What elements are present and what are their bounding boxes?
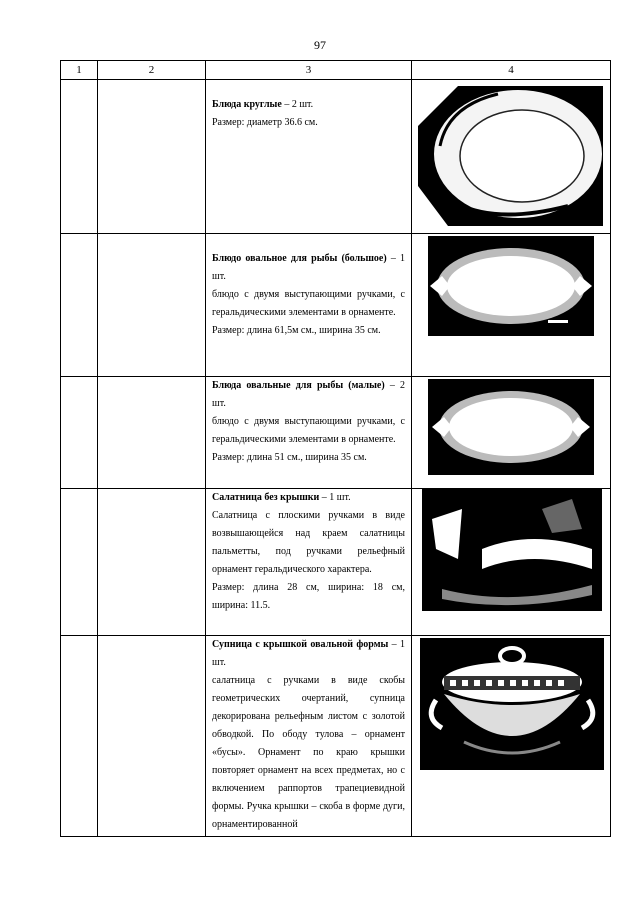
cell-description — [206, 80, 412, 234]
cell-name — [98, 489, 206, 636]
oval-fish-dish-icon — [428, 236, 594, 336]
cell-name — [98, 377, 206, 489]
header-col-1: 1 — [61, 61, 98, 80]
item-size: Размер: длина 51 см., ширина 35 см. — [212, 452, 367, 463]
table-row — [61, 489, 611, 636]
catalog-table — [60, 60, 611, 837]
item-title: Блюда круглые — [212, 99, 282, 110]
item-qty: – 2 шт. — [212, 380, 405, 409]
oval-fish-dish-icon — [428, 379, 594, 475]
table-row — [61, 636, 611, 837]
cell-name — [98, 80, 206, 234]
cell-photo — [412, 80, 611, 234]
cell-name — [98, 234, 206, 377]
table-row — [61, 377, 611, 489]
cell-number — [61, 377, 98, 489]
cell-photo — [412, 234, 611, 377]
item-title: Супница с крышкой овальной формы — [212, 639, 389, 650]
cell-description — [206, 489, 412, 636]
item-title: Салатница без крышки — [212, 492, 320, 503]
cell-photo — [412, 636, 611, 837]
salad-bowl-icon — [422, 489, 602, 611]
item-title: Блюдо овальное для рыбы (большое) — [212, 253, 387, 264]
item-qty: – 1 шт. — [212, 253, 405, 282]
cell-number — [61, 234, 98, 377]
item-title: Блюда овальные для рыбы (малые) — [212, 380, 385, 391]
item-qty: – 1 шт. — [212, 639, 405, 668]
item-text: блюдо с двумя выступающими ручками, с геральдическими элементами в орнаменте. — [212, 289, 405, 318]
item-text: Салатница с плоскими ручками в виде возвышающейся над краем салатницы пальметты, под ручками рельефный орнамент геральдического характера. — [212, 510, 405, 575]
item-text: блюдо с двумя выступающими ручками, с геральдическими элементами в орнаменте. — [212, 416, 405, 445]
round-plate-icon — [418, 86, 603, 226]
header-col-4: 4 — [412, 61, 611, 80]
cell-description — [206, 234, 412, 377]
item-text: Размер: диаметр 36.6 см. — [212, 117, 318, 128]
page-number: 97 — [314, 38, 326, 52]
header-row — [61, 61, 611, 80]
table-row — [61, 80, 611, 234]
cell-description — [206, 377, 412, 489]
item-size: Размер: длина 61,5м см., ширина 35 см. — [212, 325, 381, 336]
cell-number — [61, 636, 98, 837]
cell-photo — [412, 489, 611, 636]
cell-number — [61, 80, 98, 234]
item-qty: – 1 шт. — [319, 492, 351, 503]
item-size: Размер: длина 28 см, ширина: 18 см, ширина: 11.5. — [212, 582, 405, 611]
cell-photo — [412, 377, 611, 489]
table-row — [61, 234, 611, 377]
soup-tureen-icon — [420, 638, 604, 770]
header-col-3: 3 — [206, 61, 412, 80]
cell-number — [61, 489, 98, 636]
header-col-2: 2 — [98, 61, 206, 80]
item-qty: – 2 шт. — [281, 99, 314, 110]
item-text: салатница с ручками в виде скобы геометрических очертаний, супница декорирована рельефным листом с золотой обводкой. По ободу тулова – орнамент «бусы». Орнамент по краю крышки повторяет орнамент на всех предметах, но с включением раппортов трапециевидной формы. Ручка крышки – скоба в форме дуги, орнаментированной — [212, 675, 405, 830]
cell-name — [98, 636, 206, 837]
cell-description — [206, 636, 412, 837]
